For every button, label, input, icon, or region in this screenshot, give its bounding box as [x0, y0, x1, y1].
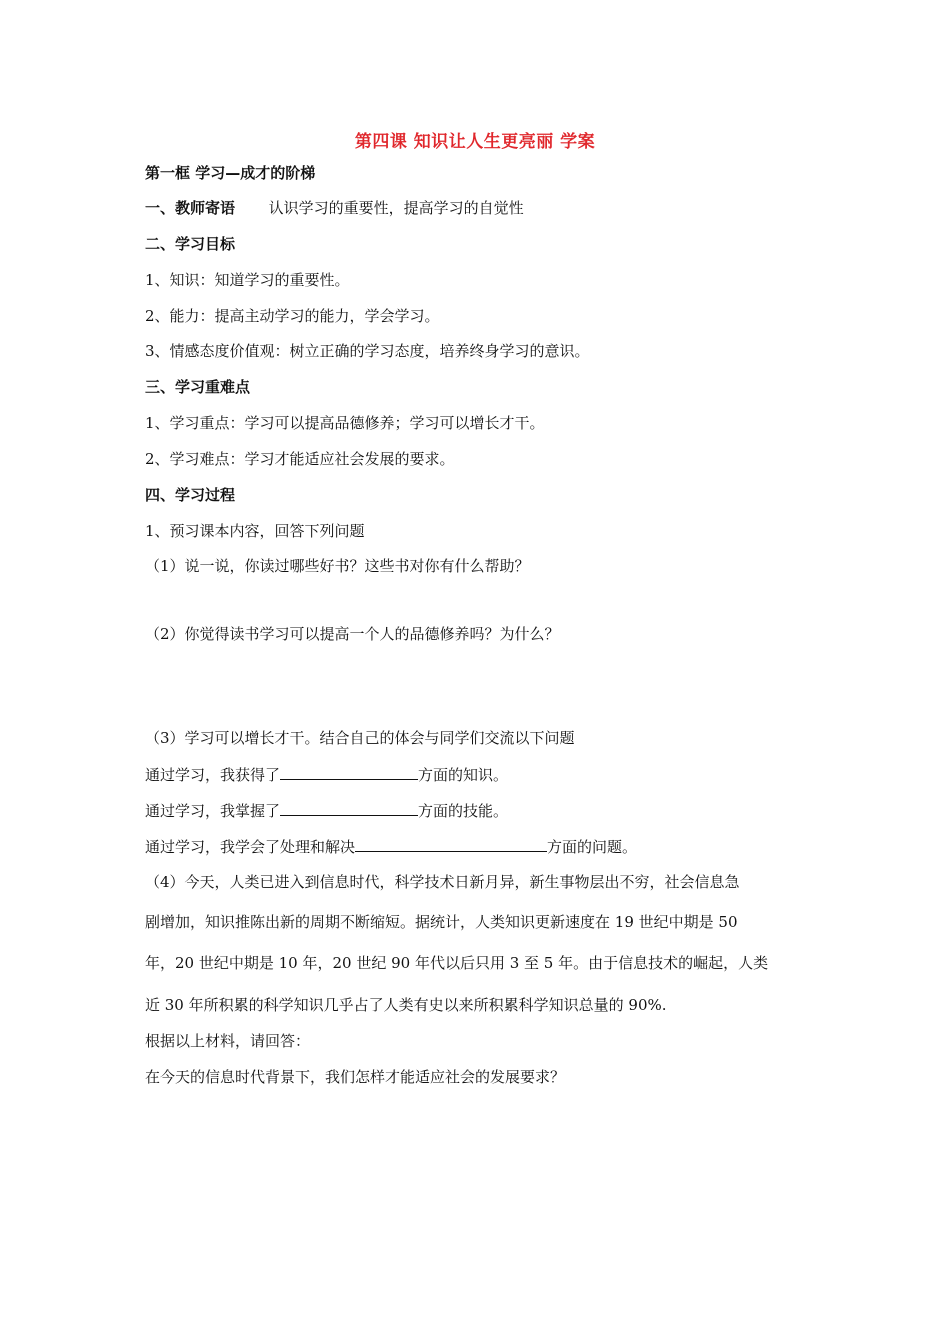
fill-prefix: 通过学习，我掌握了 — [145, 802, 281, 820]
final-question: 在今天的信息时代背景下，我们怎样才能适应社会的发展要求？ — [145, 1068, 566, 1086]
fill-in-row-skills — [145, 800, 508, 821]
question-4-line: （4）今天，人类已进入到信息时代，科学技术日新月异，新生事物层出不穷，社会信息急 — [145, 873, 740, 891]
fill-in-row-knowledge — [145, 764, 508, 785]
answer-blank[interactable] — [355, 836, 547, 852]
fill-suffix: 方面的问题。 — [547, 838, 638, 856]
fill-suffix: 方面的知识。 — [418, 766, 509, 784]
question-4-line: 年，20 世纪中期是 10 年，20 世纪 90 年代以后只用 3 至 5 年。由于信息技术的崛起，人类 — [145, 954, 769, 972]
process-intro: 1、预习课本内容，回答下列问题 — [145, 522, 365, 540]
key-point-item: 2、学习难点：学习才能适应社会发展的要求。 — [145, 450, 455, 468]
key-points-heading: 三、学习重难点 — [145, 378, 251, 396]
process-heading: 四、学习过程 — [145, 486, 236, 504]
answer-prompt: 根据以上材料，请回答： — [145, 1032, 311, 1050]
fill-suffix: 方面的技能。 — [418, 802, 509, 820]
goal-item: 3、情感态度价值观：树立正确的学习态度，培养终身学习的意识。 — [145, 342, 590, 360]
section-heading: 第一框 学习—成才的阶梯 — [145, 164, 316, 182]
answer-blank[interactable] — [280, 764, 418, 780]
question-4-line: 剧增加，知识推陈出新的周期不断缩短。据统计，人类知识更新速度在 19 世纪中期是 50 — [145, 913, 738, 931]
question-2: （2）你觉得读书学习可以提高一个人的品德修养吗？为什么？ — [145, 625, 560, 643]
fill-in-row-problems — [145, 836, 637, 857]
question-3: （3）学习可以增长才干。结合自己的体会与同学们交流以下问题 — [145, 729, 575, 747]
question-1: （1）说一说，你读过哪些好书？这些书对你有什么帮助？ — [145, 557, 530, 575]
goal-item: 1、知识：知道学习的重要性。 — [145, 271, 350, 289]
fill-prefix: 通过学习，我获得了 — [145, 766, 281, 784]
teacher-note-row — [145, 198, 524, 218]
goal-item: 2、能力：提高主动学习的能力，学会学习。 — [145, 307, 440, 325]
teacher-note-heading: 一、教师寄语 — [145, 199, 236, 217]
key-point-item: 1、学习重点：学习可以提高品德修养；学习可以增长才干。 — [145, 414, 545, 432]
answer-blank[interactable] — [280, 800, 418, 816]
fill-prefix: 通过学习，我学会了处理和解决 — [145, 838, 356, 856]
question-4-line: 近 30 年所积累的科学知识几乎占了人类有史以来所积累科学知识总量的 90%. — [145, 996, 667, 1014]
goals-heading: 二、学习目标 — [145, 235, 236, 253]
teacher-note-text: 认识学习的重要性，提高学习的自觉性 — [268, 199, 524, 217]
page-title: 第四课 知识让人生更亮丽 学案 — [354, 132, 596, 152]
